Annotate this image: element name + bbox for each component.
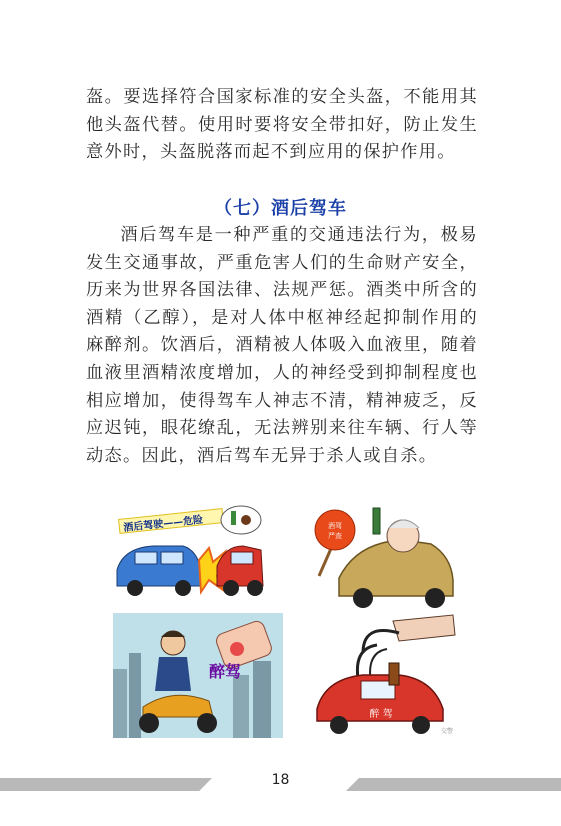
- car-text: 醉 驾: [369, 709, 393, 720]
- body-paragraph-helmet: 盔。要选择符合国家标准的安全头盔，不能用其他头盔代替。使用时要将安全带扣好，防止发生意外时，头盔脱落而起不到应用的保护作用。: [86, 87, 478, 163]
- old-driver-illustration: [303, 500, 459, 610]
- watermark-text: 交警: [440, 728, 453, 735]
- sign-line2: 严查: [328, 532, 342, 540]
- page-number: 18: [271, 772, 290, 788]
- crash-banner-text: 酒后驾驶——危险: [122, 514, 204, 534]
- sign-line1: 酒驾: [328, 522, 342, 530]
- scooter-caption: 醉驾: [209, 662, 242, 681]
- section-heading: （七）酒后驾车: [214, 198, 347, 219]
- body-paragraph-drunk-driving: 酒后驾车是一种严重的交通违法行为，极易发生交通事故，严重危害人们的生命财产安全，历来为世界各国法律、法规严惩。酒类中所含的酒精（乙醇），是对人体中枢神经起抑制作用的麻醉剂。饮酒后，酒精被人体吸入血液里，随着血液里酒精浓度增加，人的神经受到抑制程度也相应增加，使得驾车人神志不清，精神疲乏，反应迟钝，眼花缭乱，无法辨别来往车辆、行人等动态。因此，酒后驾车无异于杀人或自杀。: [86, 225, 478, 466]
- hand-car-illustration: [303, 613, 461, 738]
- scooter-illustration: [113, 613, 283, 738]
- crash-illustration: [113, 500, 267, 610]
